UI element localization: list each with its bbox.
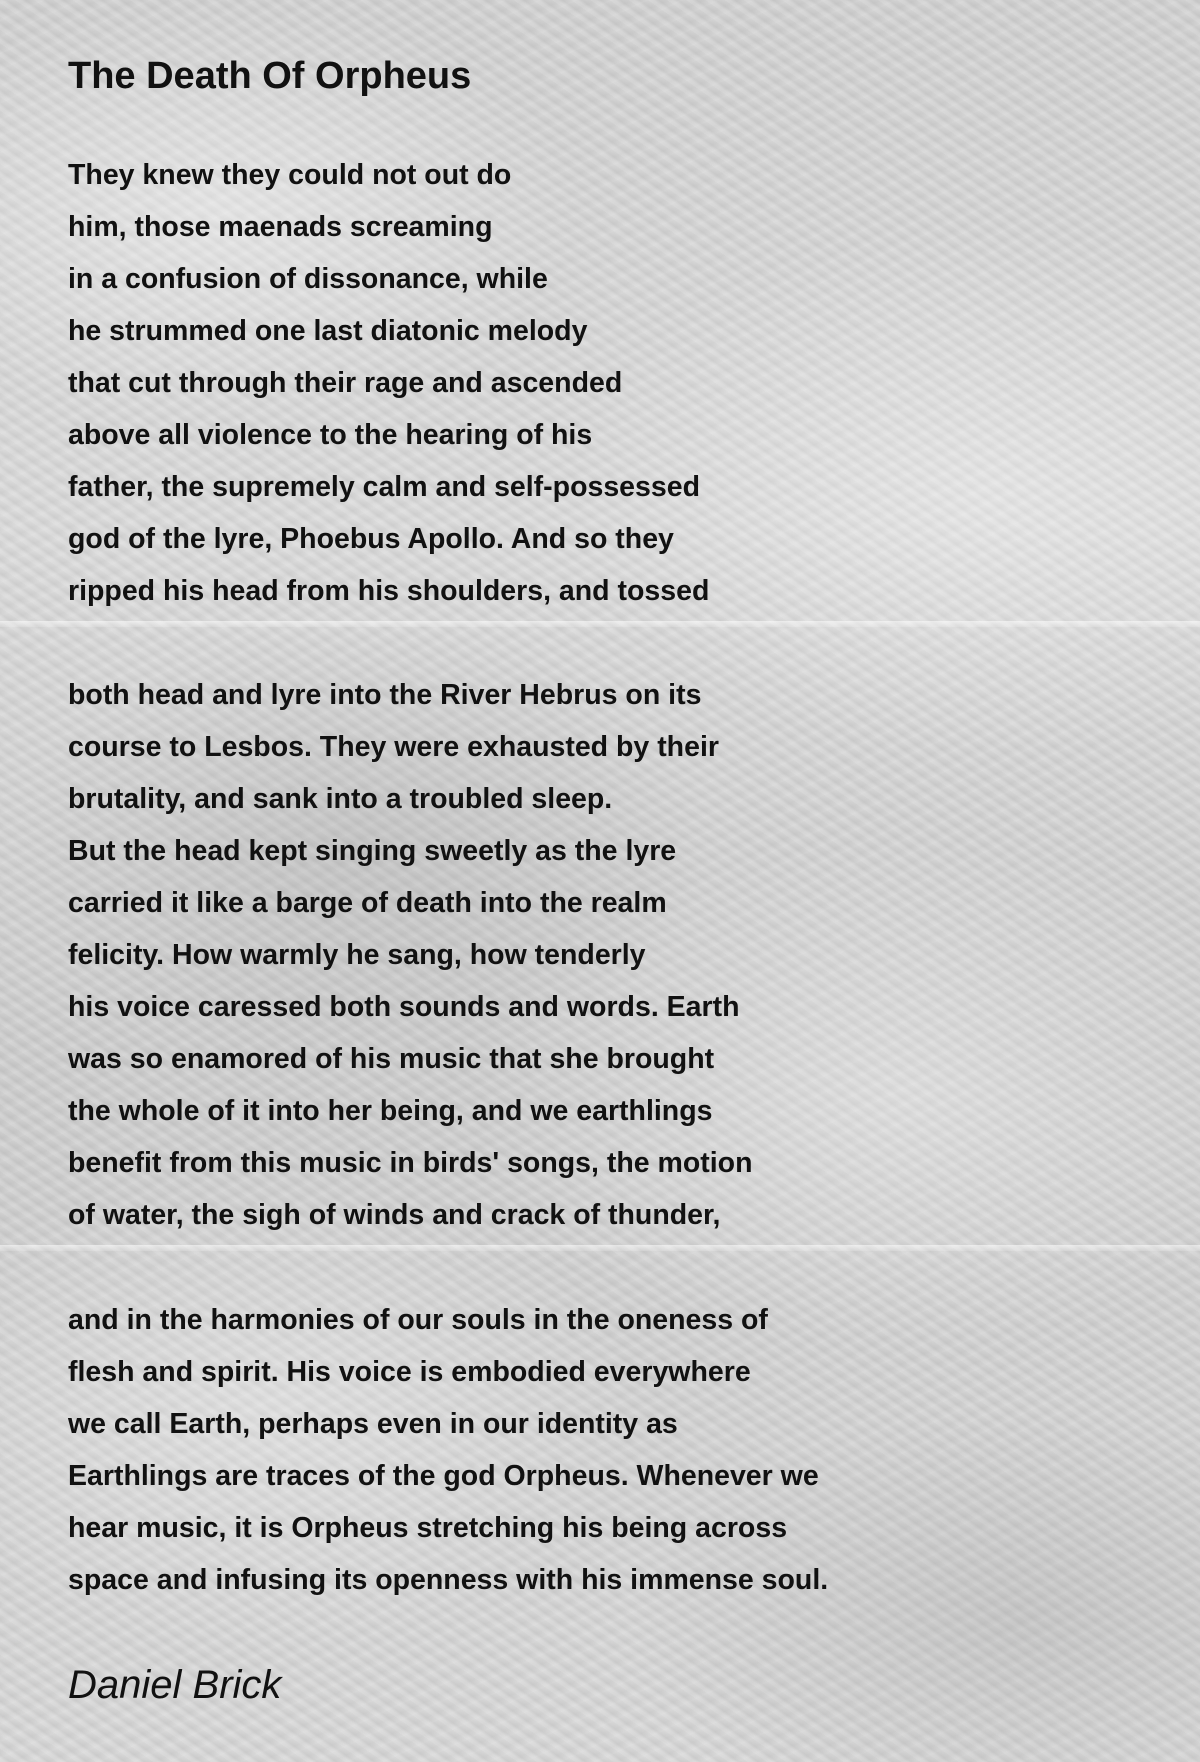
poem-line: that cut through their rage and ascended <box>68 367 623 399</box>
poem-line: space and infusing its openness with his immense soul. <box>68 1564 829 1596</box>
poem-line: he strummed one last diatonic melody <box>68 315 588 347</box>
stanza-2 <box>68 669 753 1241</box>
poem-line: benefit from this music in birds' songs, the motion <box>68 1147 753 1179</box>
poem-line: felicity. How warmly he sang, how tenderly <box>68 939 646 971</box>
background-band-divider <box>0 1245 1200 1251</box>
poem-line: course to Lesbos. They were exhausted by their <box>68 731 719 763</box>
poem-line: father, the supremely calm and self-possessed <box>68 471 700 503</box>
poem-line: ripped his head from his shoulders, and tossed <box>68 575 710 607</box>
poem-line: carried it like a barge of death into the realm <box>68 887 667 919</box>
stanza-3 <box>68 1294 828 1606</box>
poem-line: and in the harmonies of our souls in the oneness of <box>68 1304 768 1336</box>
poem-line: But the head kept singing sweetly as the lyre <box>68 835 677 867</box>
poem-line: in a confusion of dissonance, while <box>68 263 548 295</box>
background-band-divider <box>0 621 1200 627</box>
poem-line: his voice caressed both sounds and words. Earth <box>68 991 740 1023</box>
poem-title: The Death Of Orpheus <box>68 55 472 97</box>
poem-line: above all violence to the hearing of his <box>68 419 593 451</box>
poem-line: we call Earth, perhaps even in our identity as <box>68 1408 678 1440</box>
poem-line: was so enamored of his music that she brought <box>68 1043 715 1075</box>
poem-line: flesh and spirit. His voice is embodied everywhere <box>68 1356 751 1388</box>
poem-line: hear music, it is Orpheus stretching his being across <box>68 1512 788 1544</box>
poem-line: the whole of it into her being, and we earthlings <box>68 1095 713 1127</box>
poem-author: Daniel Brick <box>68 1663 282 1707</box>
poem-line: god of the lyre, Phoebus Apollo. And so they <box>68 523 674 555</box>
stanza-1 <box>68 149 709 617</box>
poem-line: him, those maenads screaming <box>68 211 493 243</box>
poem-line: both head and lyre into the River Hebrus on its <box>68 679 702 711</box>
poem-line: Earthlings are traces of the god Orpheus. Whenever we <box>68 1460 819 1492</box>
poem-line: brutality, and sank into a troubled sleep. <box>68 783 613 815</box>
poem-line: of water, the sigh of winds and crack of thunder, <box>68 1199 721 1231</box>
poem-line: They knew they could not out do <box>68 159 512 191</box>
